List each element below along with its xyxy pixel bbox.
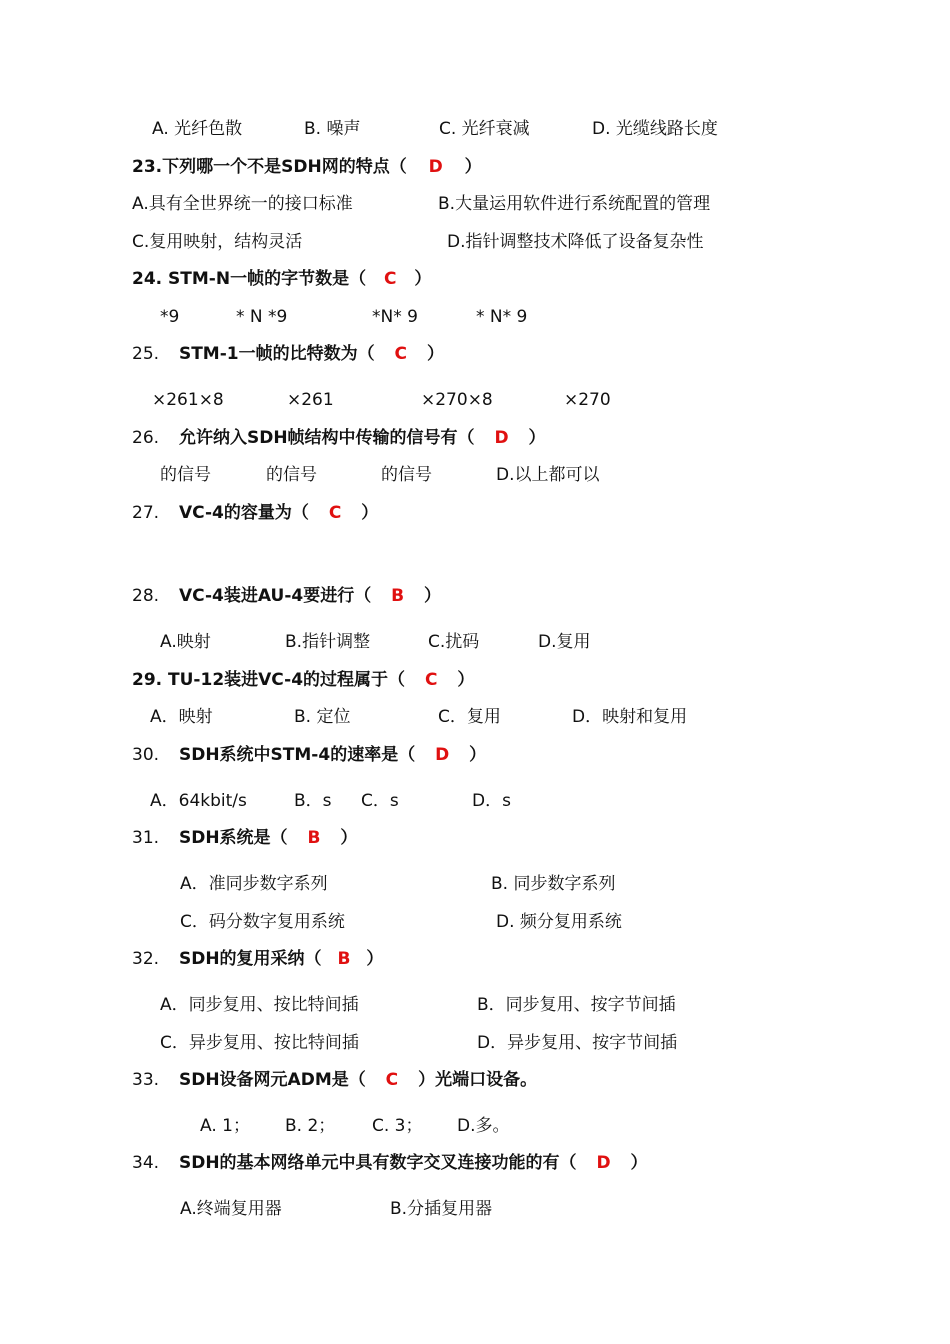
option-b: ×261 <box>287 390 334 410</box>
answer-mark: C <box>424 670 438 690</box>
question-close: ） <box>528 428 546 448</box>
question-text: SDH系统中STM-4的速率是（ <box>178 745 416 765</box>
question-text: SDH设备网元ADM是（ <box>178 1070 366 1090</box>
option-a: A. 1； <box>200 1116 250 1136</box>
option-b: * N *9 <box>236 307 288 327</box>
option-a: 的信号 <box>160 465 211 485</box>
question-32 <box>132 948 383 970</box>
question-23 <box>132 156 482 178</box>
question-28 <box>132 585 441 607</box>
question-close: ） <box>424 586 442 606</box>
option-c: C．复用 <box>438 707 501 727</box>
question-number: 34. <box>132 1153 160 1173</box>
question-number: 31. <box>132 828 160 848</box>
option-b: B.分插复用器 <box>390 1199 493 1219</box>
option-b: 的信号 <box>266 465 317 485</box>
question-31 <box>132 827 357 849</box>
question-close: ） <box>414 269 432 289</box>
option-b: B. 同步数字系列 <box>491 874 616 894</box>
question-text: SDH系统是（ <box>178 828 288 848</box>
option-c: C．s <box>361 791 399 811</box>
question-close: ） <box>361 503 379 523</box>
option-c: C.复用映射，结构灵活 <box>132 232 303 252</box>
option-d: * N* 9 <box>476 307 528 327</box>
question-close: ） <box>464 157 482 177</box>
question-27 <box>132 502 378 524</box>
answer-mark: D <box>596 1153 611 1173</box>
option-c: C．码分数字复用系统 <box>180 912 345 932</box>
option-d: D．异步复用、按字节间插 <box>477 1033 678 1053</box>
question-text: SDH的复用采纳（ <box>178 949 322 969</box>
answer-mark: B <box>391 586 405 606</box>
question-close: ）光端口设备。 <box>418 1070 538 1090</box>
question-close: ） <box>469 745 487 765</box>
option-d: D. 频分复用系统 <box>496 912 622 932</box>
answer-mark: D <box>435 745 450 765</box>
question-close: ） <box>340 828 358 848</box>
question-close: ） <box>457 670 475 690</box>
question-26 <box>132 427 546 449</box>
question-text: VC-4装进AU-4要进行（ <box>178 586 372 606</box>
question-text: 23.下列哪一个不是SDH网的特点（ <box>132 157 407 177</box>
option-b: B．s <box>294 791 332 811</box>
question-29 <box>132 669 474 691</box>
question-number: 33. <box>132 1070 160 1090</box>
option-a: A．同步复用、按比特间插 <box>160 995 359 1015</box>
option-c: C. 3； <box>372 1116 423 1136</box>
question-close: ） <box>426 344 444 364</box>
question-number: 30. <box>132 745 160 765</box>
option-d: D.指针调整技术降低了设备复杂性 <box>447 232 704 252</box>
answer-mark: C <box>384 269 397 289</box>
question-text: VC-4的容量为（ <box>178 503 309 523</box>
option-a: A.终端复用器 <box>180 1199 282 1219</box>
option-b: B. 2； <box>285 1116 336 1136</box>
option-a: A．准同步数字系列 <box>180 874 328 894</box>
answer-mark: B <box>307 828 321 848</box>
option-d: D．s <box>472 791 511 811</box>
question-33 <box>132 1069 537 1091</box>
option-d: D. 光缆线路长度 <box>592 119 718 139</box>
option-b: B.指针调整 <box>285 632 371 652</box>
option-a: A.具有全世界统一的接口标准 <box>132 194 353 214</box>
option-a: A．64kbit/s <box>150 791 247 811</box>
option-a: A.映射 <box>160 632 211 652</box>
option-d: D．映射和复用 <box>572 707 688 727</box>
answer-mark: C <box>385 1070 399 1090</box>
question-close: ） <box>366 949 384 969</box>
option-b: B.大量运用软件进行系统配置的管理 <box>438 194 711 214</box>
option-a: *9 <box>160 307 180 327</box>
option-c: C. 光纤衰减 <box>439 119 530 139</box>
answer-mark: D <box>428 157 443 177</box>
answer-mark: B <box>337 949 351 969</box>
question-30 <box>132 744 486 766</box>
question-text: 29. TU-12装进VC-4的过程属于（ <box>132 670 406 690</box>
option-c: 的信号 <box>381 465 432 485</box>
question-number: 32. <box>132 949 160 969</box>
option-c: ×270×8 <box>421 390 493 410</box>
option-a: ×261×8 <box>152 390 224 410</box>
question-text: STM-1一帧的比特数为（ <box>178 344 375 364</box>
option-a: A. 光纤色散 <box>152 119 243 139</box>
answer-mark: C <box>328 503 342 523</box>
question-number: 25. <box>132 344 160 364</box>
option-d: D.多。 <box>457 1116 510 1136</box>
question-number: 26. <box>132 428 160 448</box>
option-c: *N* 9 <box>372 307 418 327</box>
option-b: B．同步复用、按字节间插 <box>477 995 676 1015</box>
question-close: ） <box>630 1153 648 1173</box>
option-b: B. 噪声 <box>304 119 361 139</box>
question-number: 27. <box>132 503 160 523</box>
option-c: C．异步复用、按比特间插 <box>160 1033 359 1053</box>
question-25 <box>132 343 444 365</box>
answer-mark: D <box>494 428 509 448</box>
question-number: 28. <box>132 586 160 606</box>
option-a: A．映射 <box>150 707 213 727</box>
question-34 <box>132 1152 648 1174</box>
option-b: B. 定位 <box>294 707 351 727</box>
option-d: D.以上都可以 <box>496 465 600 485</box>
question-text: 允许纳入SDH帧结构中传输的信号有（ <box>178 428 475 448</box>
question-text: SDH的基本网络单元中具有数字交叉连接功能的有（ <box>178 1153 577 1173</box>
option-d: D.复用 <box>538 632 591 652</box>
option-d: ×270 <box>564 390 611 410</box>
option-c: C.扰码 <box>428 632 480 652</box>
question-text: 24. STM-N一帧的字节数是（ <box>132 269 367 289</box>
answer-mark: C <box>394 344 408 364</box>
question-24 <box>132 268 431 290</box>
